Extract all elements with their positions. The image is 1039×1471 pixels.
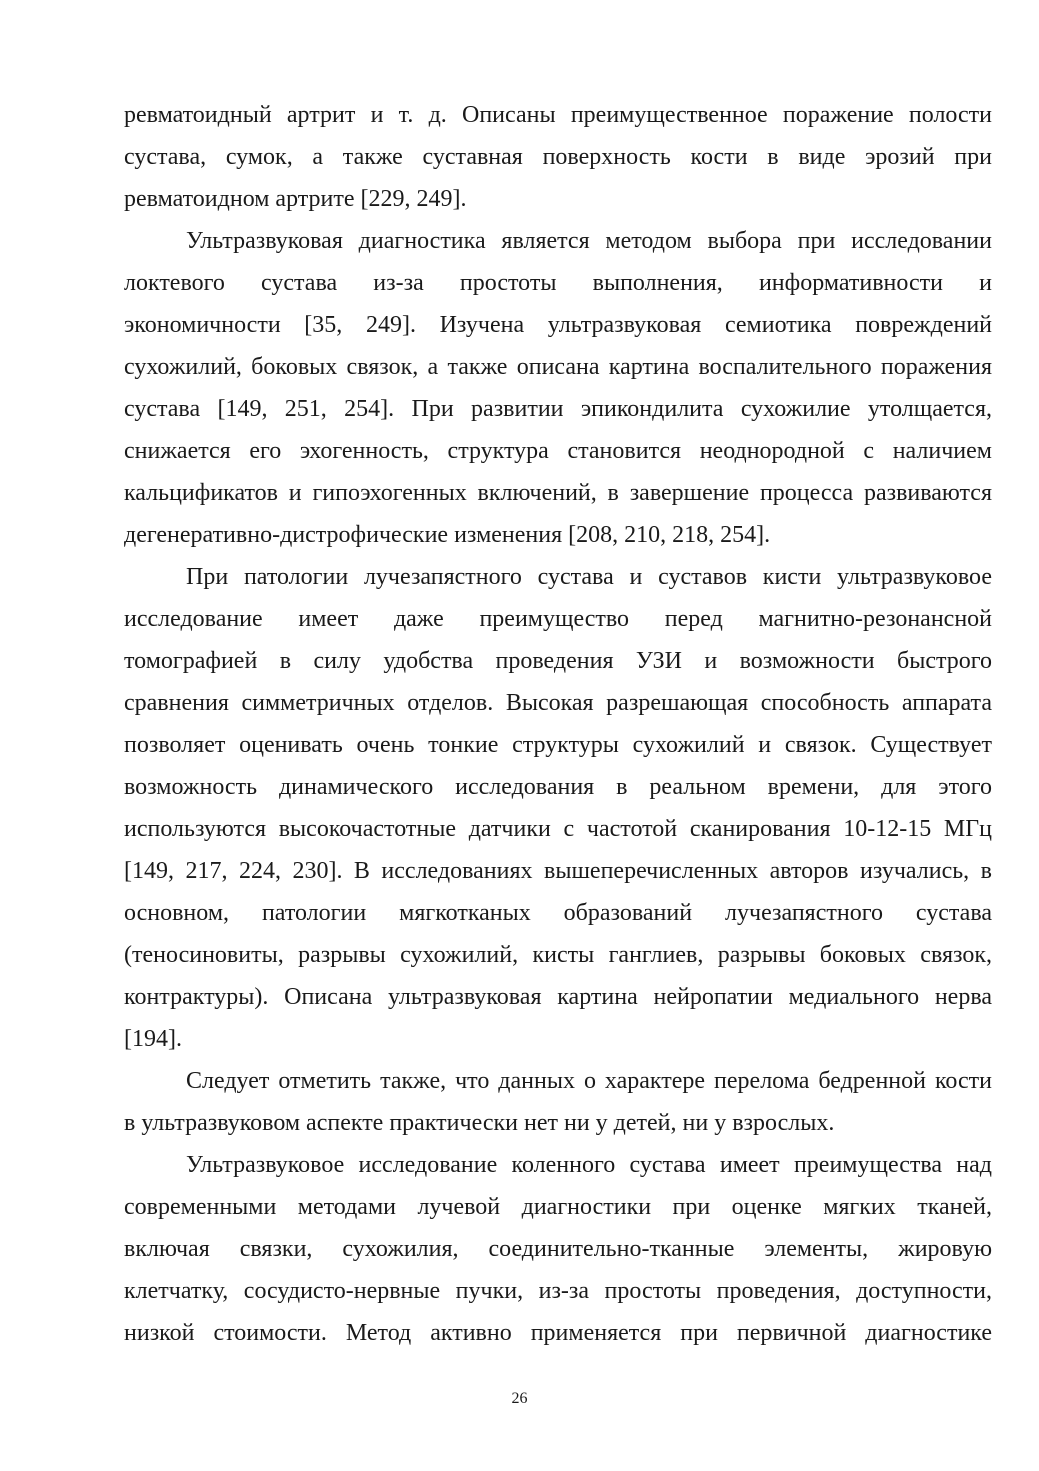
text-line: исследование имеет даже преимущество перед магнитно-резонансной bbox=[124, 606, 992, 632]
text-line: включая связки, сухожилия, соединительно-тканные элементы, жировую bbox=[124, 1236, 992, 1262]
page-number: 26 bbox=[511, 1390, 528, 1407]
text-line: При патологии лучезапястного сустава и суставов кисти ультразвуковое bbox=[186, 564, 992, 590]
text-line: кальцификатов и гипоэхогенных включений, в завершение процесса развиваются bbox=[124, 480, 992, 506]
text-line: томографией в силу удобства проведения УЗИ и возможности быстрого bbox=[124, 648, 992, 674]
text-line: [194]. bbox=[124, 1026, 182, 1052]
text-line: локтевого сустава из-за простоты выполнения, информативности и bbox=[124, 270, 992, 296]
body-text bbox=[124, 94, 992, 1354]
text-line: клетчатку, сосудисто-нервные пучки, из-за простоты проведения, доступности, bbox=[124, 1278, 992, 1304]
text-line: [149, 217, 224, 230]. В исследованиях вышеперечисленных авторов изучались, в bbox=[124, 858, 992, 884]
text-line: (теносиновиты, разрывы сухожилий, кисты ганглиев, разрывы боковых связок, bbox=[124, 942, 992, 968]
text-line: сустава, сумок, а также суставная поверхность кости в виде эрозий при bbox=[124, 144, 992, 170]
text-line: сравнения симметричных отделов. Высокая разрешающая способность аппарата bbox=[124, 690, 992, 716]
text-line: снижается его эхогенность, структура становится неоднородной с наличием bbox=[124, 438, 992, 464]
text-line: экономичности [35, 249]. Изучена ультразвуковая семиотика повреждений bbox=[124, 312, 992, 338]
text-line: сухожилий, боковых связок, а также описана картина воспалительного поражения bbox=[124, 354, 992, 380]
text-line: основном, патологии мягкотканых образований лучезапястного сустава bbox=[124, 900, 992, 926]
text-line: ревматоидном артрите [229, 249]. bbox=[124, 186, 467, 212]
text-line: ревматоидный артрит и т. д. Описаны преимущественное поражение полости bbox=[124, 102, 992, 128]
text-line: позволяет оценивать очень тонкие структуры сухожилий и связок. Существует bbox=[124, 732, 992, 758]
text-line: низкой стоимости. Метод активно применяется при первичной диагностике bbox=[124, 1320, 992, 1346]
text-line: сустава [149, 251, 254]. При развитии эпикондилита сухожилие утолщается, bbox=[124, 396, 992, 422]
text-line: современными методами лучевой диагностики при оценке мягких тканей, bbox=[124, 1194, 992, 1220]
text-line: Следует отметить также, что данных о характере перелома бедренной кости bbox=[186, 1068, 992, 1094]
text-line: Ультразвуковая диагностика является методом выбора при исследовании bbox=[186, 228, 992, 254]
text-line: возможность динамического исследования в реальном времени, для этого bbox=[124, 774, 992, 800]
text-line: Ультразвуковое исследование коленного сустава имеет преимущества над bbox=[186, 1152, 992, 1178]
text-line: в ультразвуковом аспекте практически нет ни у детей, ни у взрослых. bbox=[124, 1110, 835, 1136]
text-line: дегенеративно-дистрофические изменения [208, 210, 218, 254]. bbox=[124, 522, 771, 548]
text-line: используются высокочастотные датчики с частотой сканирования 10-12-15 МГц bbox=[124, 816, 992, 842]
text-line: контрактуры). Описана ультразвуковая картина нейропатии медиального нерва bbox=[124, 984, 992, 1010]
